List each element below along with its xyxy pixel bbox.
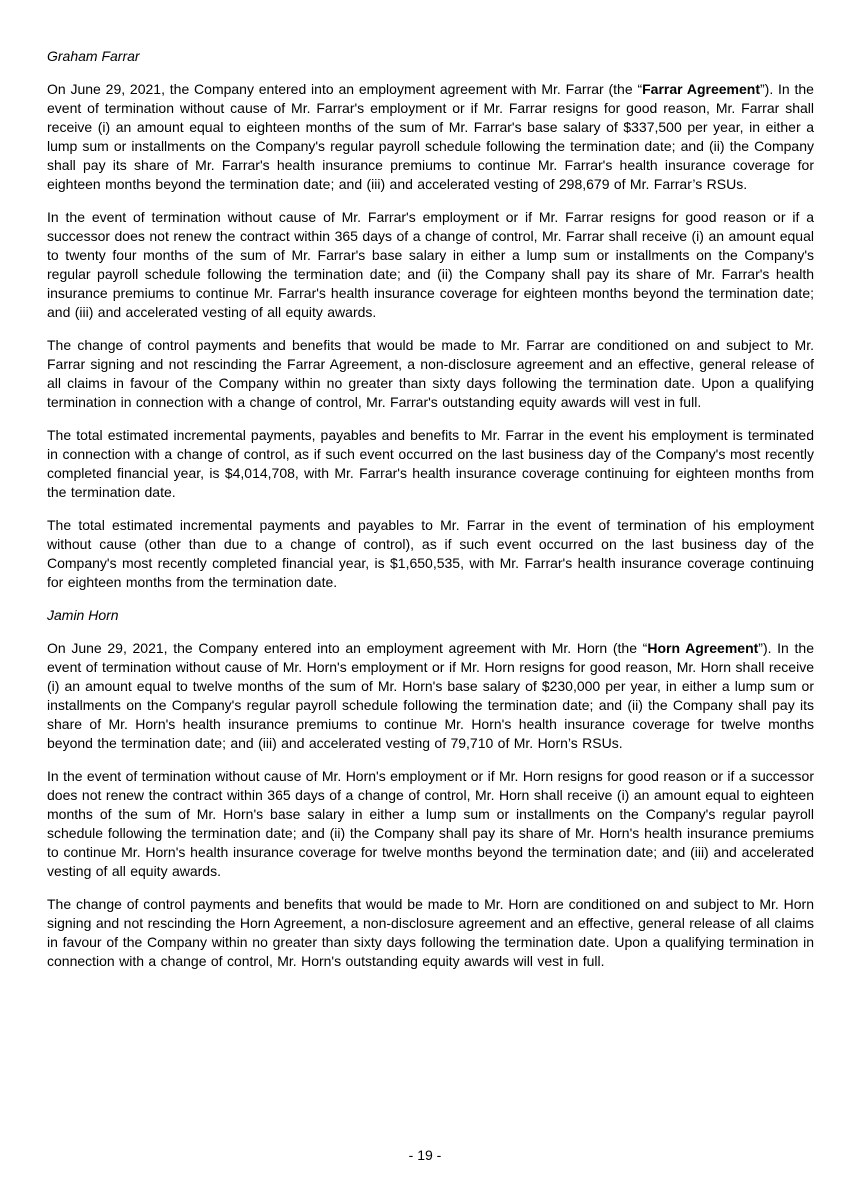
paragraph-segment: ”). In the event of termination without cause of Mr. Farrar's employment or if Mr. Farrar resigns for good reason, Mr. Farrar shall receive (i) an amount equal to eighteen months of the sum of Mr. Farrar's base salary of $337,500 per year, in either a lump sum or installments on the Company's regular payroll schedule following the termination date; and (ii) the Company shall pay its share of Mr. Farrar's health insurance premiums to continue Mr. Farrar's health insurance coverage for eighteen months beyond the termination date; and (iii) and accelerated vesting of 298,679 of Mr. Farrar’s RSUs. bbox=[47, 81, 814, 192]
heading-graham-farrar: Graham Farrar bbox=[47, 48, 140, 64]
paragraph-segment: On June 29, 2021, the Company entered into an employment agreement with Mr. Farrar (the “ bbox=[47, 81, 643, 97]
paragraph-segment: ”). In the event of termination without cause of Mr. Horn's employment or if Mr. Horn resigns for good reason, Mr. Horn shall receive (i) an amount equal to twelve months of the sum of Mr. Horn's base salary of $230,000 per year, in either a lump sum or installments on the Company's regular payroll schedule following the termination date; and (ii) the Company shall pay its share of Mr. Horn's health insurance premiums to continue Mr. Horn's health insurance coverage for twelve months beyond the termination date; and (iii) and accelerated vesting of 79,710 of Mr. Horn’s RSUs. bbox=[47, 640, 814, 751]
heading-jamin-horn: Jamin Horn bbox=[47, 607, 119, 623]
paragraph-farrar-agreement-terms bbox=[47, 80, 814, 194]
page-content bbox=[47, 47, 814, 985]
paragraph-farrar-change-of-control-termination: In the event of termination without cause of Mr. Farrar's employment or if Mr. Farrar resigns for good reason or if a successor does not renew the contract within 365 days of a change of control, Mr. Farrar shall receive (i) an amount equal to twenty four months of the sum of Mr. Farrar's base salary in either a lump sum or installments on the Company's regular payroll schedule following the termination date; and (ii) the Company shall pay its share of Mr. Farrar's health insurance premiums to continue Mr. Farrar's health insurance coverage for eighteen months beyond the termination date; and (iii) and accelerated vesting of all equity awards. bbox=[47, 209, 814, 320]
paragraph-farrar-conditions: The change of control payments and benefits that would be made to Mr. Farrar are conditioned on and subject to Mr. Farrar signing and not rescinding the Farrar Agreement, a non-disclosure agreement and an effective, general release of all claims in favour of the Company within no greater than sixty days following the termination date. Upon a qualifying termination in connection with a change of control, Mr. Farrar's outstanding equity awards will vest in full. bbox=[47, 337, 814, 410]
paragraph-segment: On June 29, 2021, the Company entered into an employment agreement with Mr. Horn (the “ bbox=[47, 640, 648, 656]
paragraph-horn-agreement-terms bbox=[47, 639, 814, 753]
defined-term-farrar-agreement: Farrar Agreement bbox=[642, 81, 760, 97]
defined-term-horn-agreement: Horn Agreement bbox=[647, 640, 759, 656]
paragraph-farrar-estimated-payments-change-of-control: The total estimated incremental payments, payables and benefits to Mr. Farrar in the event his employment is terminated in connection with a change of control, as if such event occurred on the last business day of the Company's most recently completed financial year, is $4,014,708, with Mr. Farrar's health insurance coverage continuing for eighteen months from the termination date. bbox=[47, 427, 814, 500]
paragraph-horn-conditions: The change of control payments and benefits that would be made to Mr. Horn are conditioned on and subject to Mr. Horn signing and not rescinding the Horn Agreement, a non-disclosure agreement and an effective, general release of all claims in favour of the Company within no greater than sixty days following the termination date. Upon a qualifying termination in connection with a change of control, Mr. Horn's outstanding equity awards will vest in full. bbox=[47, 896, 814, 969]
paragraph-horn-change-of-control-termination: In the event of termination without cause of Mr. Horn's employment or if Mr. Horn resigns for good reason or if a successor does not renew the contract within 365 days of a change of control, Mr. Horn shall receive (i) an amount equal to eighteen months of the sum of Mr. Horn's base salary in either a lump sum or installments on the Company's regular payroll schedule following the termination date; and (ii) the Company shall pay its share of Mr. Horn's health insurance premiums to continue Mr. Horn's health insurance coverage for twelve months beyond the termination date; and (iii) and accelerated vesting of all equity awards. bbox=[47, 768, 814, 879]
paragraph-farrar-estimated-payments-without-cause: The total estimated incremental payments and payables to Mr. Farrar in the event of termination of his employment without cause (other than due to a change of control), as if such event occurred on the last business day of the Company's most recently completed financial year, is $1,650,535, with Mr. Farrar's health insurance coverage continuing for eighteen months from the termination date. bbox=[47, 517, 814, 590]
page-number: - 19 - bbox=[408, 1147, 442, 1163]
